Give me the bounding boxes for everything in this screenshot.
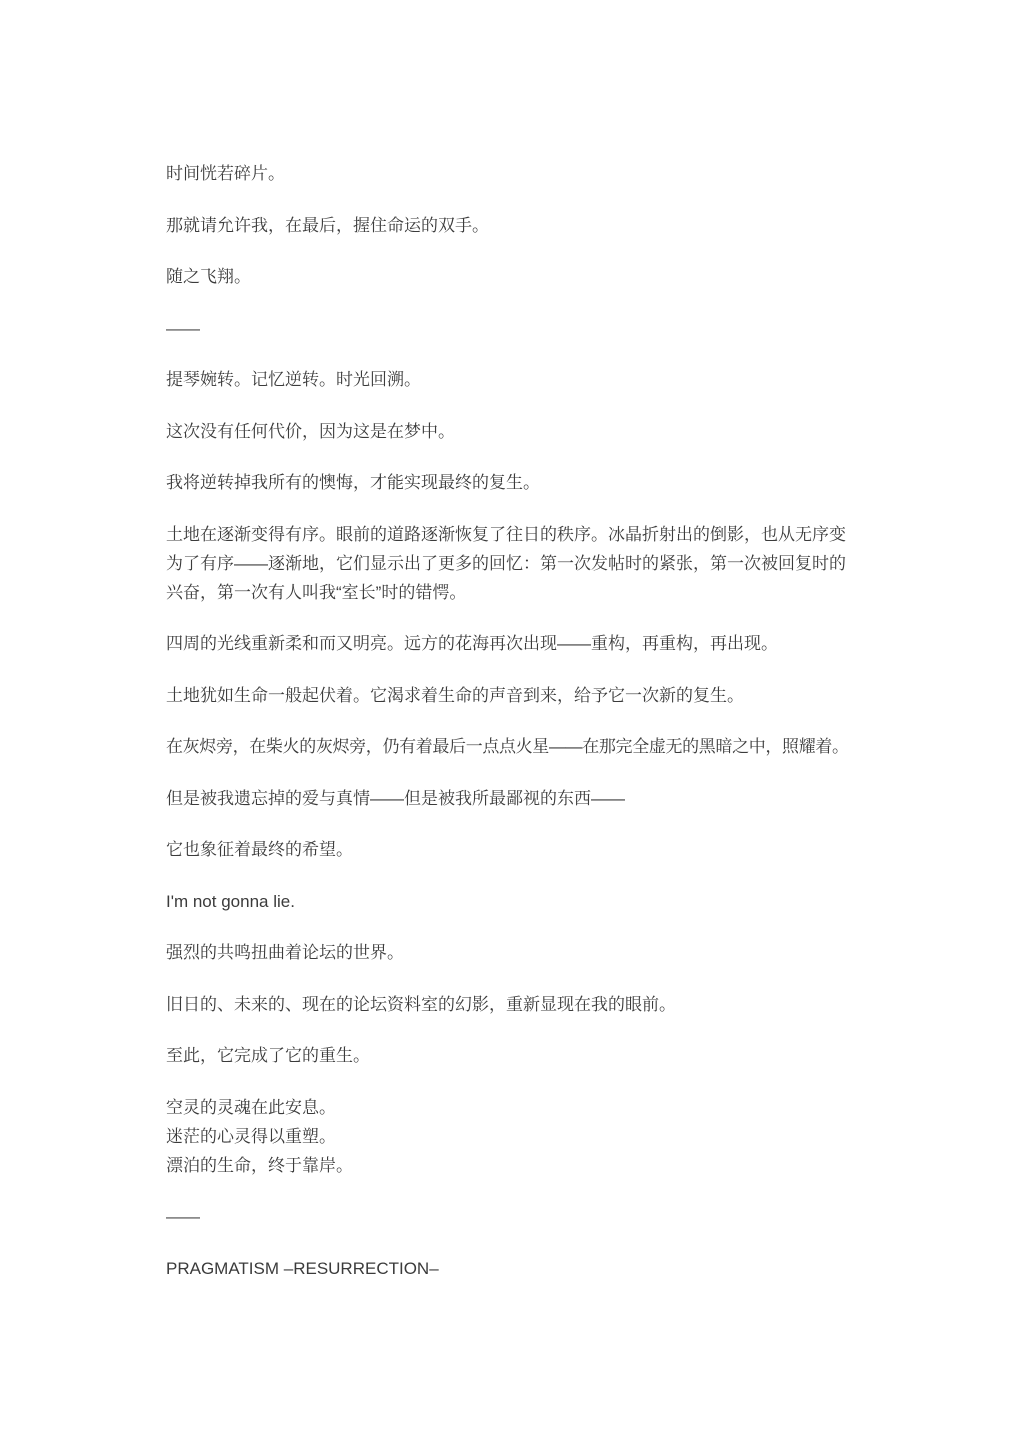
paragraph: 时间恍若碎片。	[166, 164, 285, 183]
stanza-line: 迷茫的心灵得以重塑。	[166, 1126, 336, 1146]
paragraph-stanza	[166, 1093, 860, 1180]
document-title-english: PRAGMATISM –RESURRECTION–	[166, 1258, 439, 1278]
paragraph: 提琴婉转。记忆逆转。时光回溯。	[166, 370, 421, 389]
paragraph: 随之飞翔。	[166, 267, 251, 286]
paragraph: 但是被我遗忘掉的爱与真情——但是被我所最鄙视的东西——	[166, 788, 625, 808]
paragraph: 强烈的共鸣扭曲着论坛的世界。	[166, 943, 404, 962]
paragraph: 我将逆转掉我所有的懊悔，才能实现最终的复生。	[166, 473, 540, 492]
section-divider-dash: ——	[166, 1207, 200, 1226]
paragraph: 在灰烬旁，在柴火的灰烬旁，仍有着最后一点点火星——在那完全虚无的黑暗之中，照耀着。	[166, 737, 849, 756]
paragraph: 土地犹如生命一般起伏着。它渴求着生命的声音到来，给予它一次新的复生。	[166, 685, 744, 705]
paragraph: 这次没有任何代价，因为这是在梦中。	[166, 421, 455, 441]
paragraph-english: I'm not gonna lie.	[166, 891, 295, 911]
stanza-line: 空灵的灵魂在此安息。	[166, 1097, 336, 1117]
stanza-line: 漂泊的生命，终于靠岸。	[166, 1155, 353, 1175]
paragraph: 至此，它完成了它的重生。	[166, 1046, 370, 1065]
paragraph: 旧日的、未来的、现在的论坛资料室的幻影，重新显现在我的眼前。	[166, 994, 676, 1014]
paragraph: 那就请允许我，在最后，握住命运的双手。	[166, 215, 489, 235]
paragraph: 四周的光线重新柔和而又明亮。远方的花海再次出现——重构，再重构，再出现。	[166, 634, 778, 653]
paragraph: 土地在逐渐变得有序。眼前的道路逐渐恢复了往日的秩序。冰晶折射出的倒影，也从无序变为了有序——逐渐地，它们显示出了更多的回忆：第一次发帖时的紧张，第一次被回复时的兴奋，第一次有人叫我“室长”时的错愕。	[166, 524, 846, 602]
paragraph: 它也象征着最终的希望。	[166, 840, 353, 859]
section-divider-dash: ——	[166, 318, 200, 338]
